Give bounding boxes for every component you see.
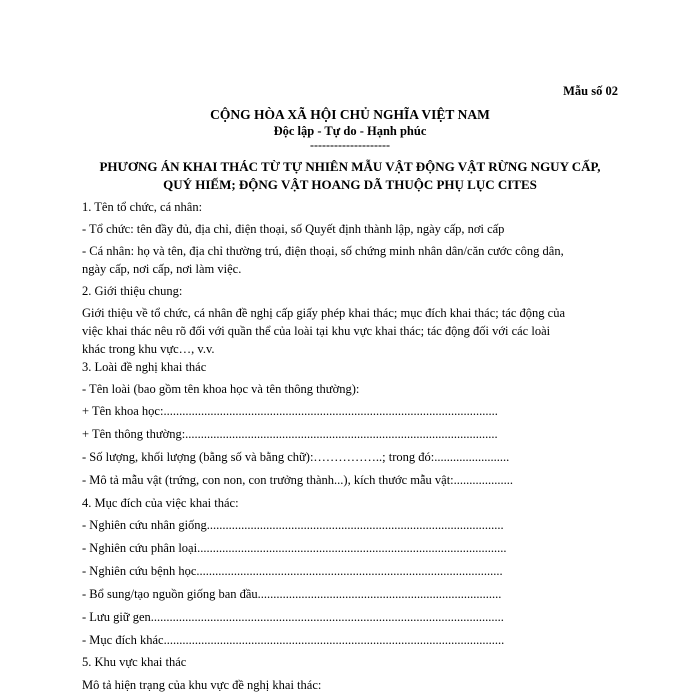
section-3-description: - Mô tả mẫu vật (trứng, con non, con trưởng thành...), kích thước mẫu vật:................... [82,473,514,487]
section-5-line-1: Mô tả hiện trạng của khu vực đề nghị khai thác: [82,678,322,692]
section-4-supplement: - Bổ sung/tạo nguồn giống ban đầu.............................................................................. [82,587,502,601]
section-2-line-2: việc khai thác nêu rõ đối với quần thể của loài tại khu vực khai thác; tác động đối với các loài [82,324,551,338]
national-title: CỘNG HÒA XÃ HỘI CHỦ NGHĨA VIỆT NAM [210,107,490,122]
section-4-heading: 4. Mục đích của việc khai thác: [82,496,239,510]
section-5-heading: 5. Khu vực khai thác [82,655,187,669]
section-4-breeding: - Nghiên cứu nhân giống............................................................................................... [82,518,504,532]
section-1-heading: 1. Tên tổ chức, cá nhân: [82,200,203,214]
national-motto: Độc lập - Tự do - Hạnh phúc [273,124,427,138]
document-title [0,158,700,194]
section-3-species: - Tên loài (bao gồm tên khoa học và tên thông thường): [82,382,360,396]
section-3-heading: 3. Loài đề nghị khai thác [82,360,207,374]
document-title-line-2: QUÝ HIẾM; ĐỘNG VẬT HOANG DÃ THUỘC PHỤ LỤC CITES [163,177,537,192]
section-2-heading: 2. Giới thiệu chung: [82,284,183,298]
section-2-line-1: Giới thiệu về tổ chức, cá nhân đề nghị cấp giấy phép khai thác; mục đích khai thác; tác động của [82,306,566,320]
section-2-line-3: khác trong khu vực…, v.v. [82,342,215,356]
section-4-disease: - Nghiên cứu bệnh học.................................................................................................. [82,564,503,578]
section-1-organization: - Tổ chức: tên đầy đủ, địa chỉ, điện thoại, số Quyết định thành lập, ngày cấp, nơi cấp [82,222,505,236]
section-1-person-line-2: ngày cấp, nơi cấp, nơi làm việc. [82,262,242,276]
section-1-person-line-1: - Cá nhân: họ và tên, địa chỉ thường trú, điện thoại, số chứng minh nhân dân/căn cước công dân, [82,244,564,258]
section-3-quantity: - Số lượng, khối lượng (bằng số và bằng chữ):……………..; trong đó:........................ [82,450,510,464]
section-3-scientific-name: + Tên khoa học:........................................................................................................... [82,404,498,418]
form-number: Mẫu số 02 [563,84,618,98]
section-3-common-name: + Tên thông thường:.................................................................................................... [82,427,498,441]
header-divider: -------------------- [310,138,390,152]
section-4-other: - Mục đích khác............................................................................................................. [82,633,505,647]
section-4-classification: - Nghiên cứu phân loại................................................................................................... [82,541,507,555]
section-4-gene: - Lưu giữ gen................................................................................................................. [82,610,504,624]
document-title-line-1: PHƯƠNG ÁN KHAI THÁC TỪ TỰ NHIÊN MẪU VẬT ĐỘNG VẬT RỪNG NGUY CẤP, [99,159,601,174]
